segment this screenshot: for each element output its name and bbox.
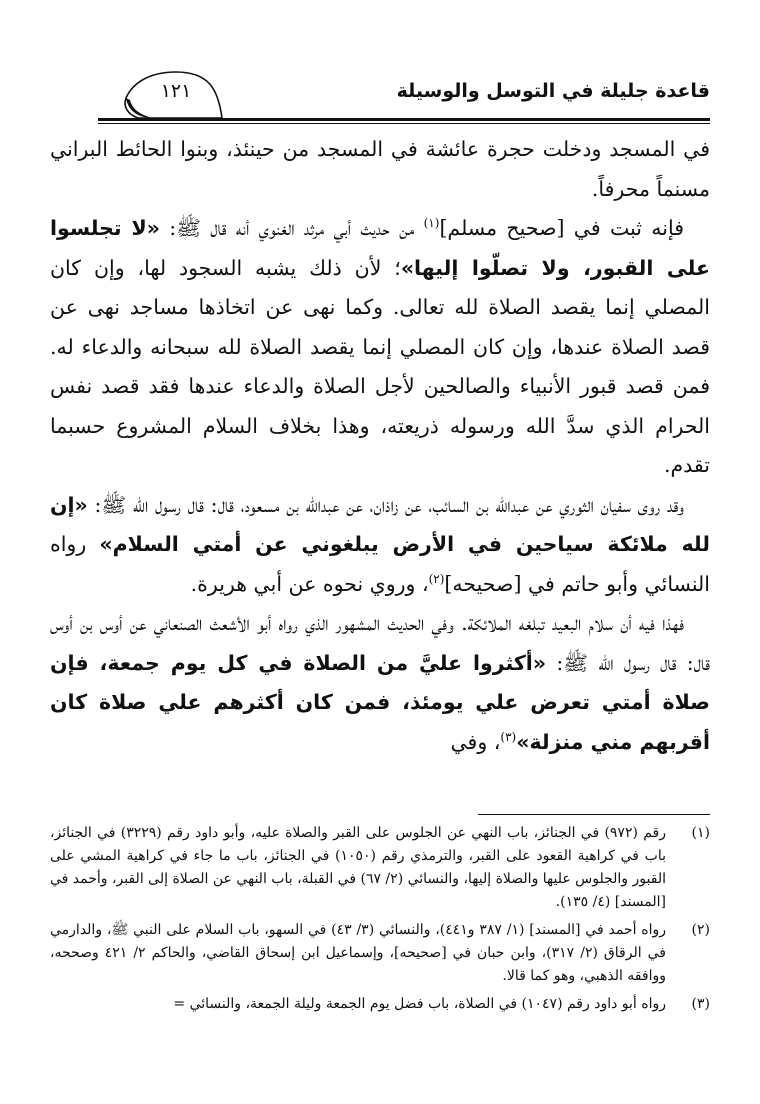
footnote-ref-2: (٢) xyxy=(428,571,445,586)
text-span: ، وفي xyxy=(450,729,501,754)
running-header xyxy=(98,68,710,124)
text-span: وقد روى سفيان الثوري عن عبدالله بن السائب، عن زاذان، عن عبدالله بن مسعود، قال: قال رسول الله ﷺ: xyxy=(87,492,684,517)
footnote-ref-3: (٣) xyxy=(500,729,517,744)
paragraph-1: في المسجد ودخلت حجرة عائشة في المسجد من حينئذ، وبنوا الحائط البراني مسنماً محرفاً. xyxy=(50,137,710,201)
hadith-quote: «لا تجلسوا على القبور، ولا تصلّوا إليها» xyxy=(50,216,710,280)
footnotes xyxy=(50,822,710,1021)
page-number: ١٢١ xyxy=(160,80,192,102)
text-span: ، وروي نحوه عن أبي هريرة. xyxy=(190,571,429,596)
text-span: ؛ لأن ذلك يشبه السجود لها، وإن كان المصلي إنما يقصد الصلاة لله تعالى. وكما نهى عن اتخاذها مساجد نهى عن قصد الصلاة عندها، وإن كان المصلي إنما يقصد الصلاة لله سبحانه والدعاء له. فمن قصد قبور الأنبياء والصالحين لأجل الصلاة والدعاء عندها فقد قصد نفس الحرام الذي سدَّ الله ورسوله ذريعته، وهذا بخلاف السلام المشروع حسبما تقدم. xyxy=(50,255,710,477)
header-rule-thin xyxy=(98,123,710,124)
paragraph-3 xyxy=(50,486,710,605)
footnote-separator xyxy=(478,814,710,815)
hadith-quote: «أكثروا عليَّ من الصلاة في كل يوم جمعة، فإن صلاة أمتي تعرض علي يومئذ، فمن كان أكثرهم علي صلاة كان أقربهم مني منزلة» xyxy=(50,650,710,754)
footnote-mark: (٢) xyxy=(691,922,710,938)
footnote-3 xyxy=(50,993,710,1016)
footnote-mark: (١) xyxy=(691,825,710,841)
footnote-mark: (٣) xyxy=(691,996,710,1012)
paragraph-4 xyxy=(50,604,710,762)
text-span: رواه النسائي وأبو حاتم في [صحيحه] xyxy=(50,532,710,596)
text-span: من حديث أبي مرثد الغنوي أنه قال ﷺ: xyxy=(160,216,424,240)
text-span: فإنه ثبت في [صحيح مسلم] xyxy=(439,216,684,240)
page-number-badge xyxy=(118,68,230,118)
footnote-ref-1: (١) xyxy=(423,216,440,231)
footnote-1 xyxy=(50,822,710,914)
footnote-text: رواه أبو داود رقم (١٠٤٧) في الصلاة، باب فضل يوم الجمعة وليلة الجمعة، والنسائي = xyxy=(173,996,666,1012)
footnote-text: رواه أحمد في [المسند] (١/ ٣٨٧ و٤٤١)، والنسائي (٣/ ٤٣) في السهو، باب السلام على النبي ﷺ، والدارمي في الرقاق (٢/ ٣١٧)، وابن حبان في [صحيحه]، وإسماعيل ابن إسحاق القاضي، والحاكم ٢/ ٤٢١ وصححه، ووافقه الذهبي، وهو كما قالا. xyxy=(50,922,667,984)
paragraph-2 xyxy=(50,209,710,486)
main-text xyxy=(50,130,710,762)
footnote-text: رقم (٩٧٢) في الجنائز، باب النهي عن الجلوس على القبر والصلاة عليه، وأبو داود رقم (٣٢٢٩) في الجنائز، باب في كراهية القعود على القبر، والترمذي رقم (١٠٥٠) في الجنائز، باب ما جاء في كراهية المشي على القبور والجلوس عليها والصلاة إليها، والنسائي (٢/ ٦٧) في القبلة، باب النهي عن الصلاة إلى القبر، وأحمد في [المسند] (٤/ ١٣٥). xyxy=(50,825,667,910)
header-rule xyxy=(98,118,710,121)
hadith-quote: «إن لله ملائكة سياحين في الأرض يبلغوني عن أمتي السلام» xyxy=(50,492,710,556)
text-span: فهذا فيه أن سلام البعيد تبلغه الملائكة. وفي الحديث المشهور الذي رواه أبو الأشعث الصنعاني عن أوس بن أوس قال: قال رسول الله ﷺ: xyxy=(50,611,710,675)
footnote-2 xyxy=(50,919,710,988)
running-title: قاعدة جليلة في التوسل والوسيلة xyxy=(396,80,710,102)
